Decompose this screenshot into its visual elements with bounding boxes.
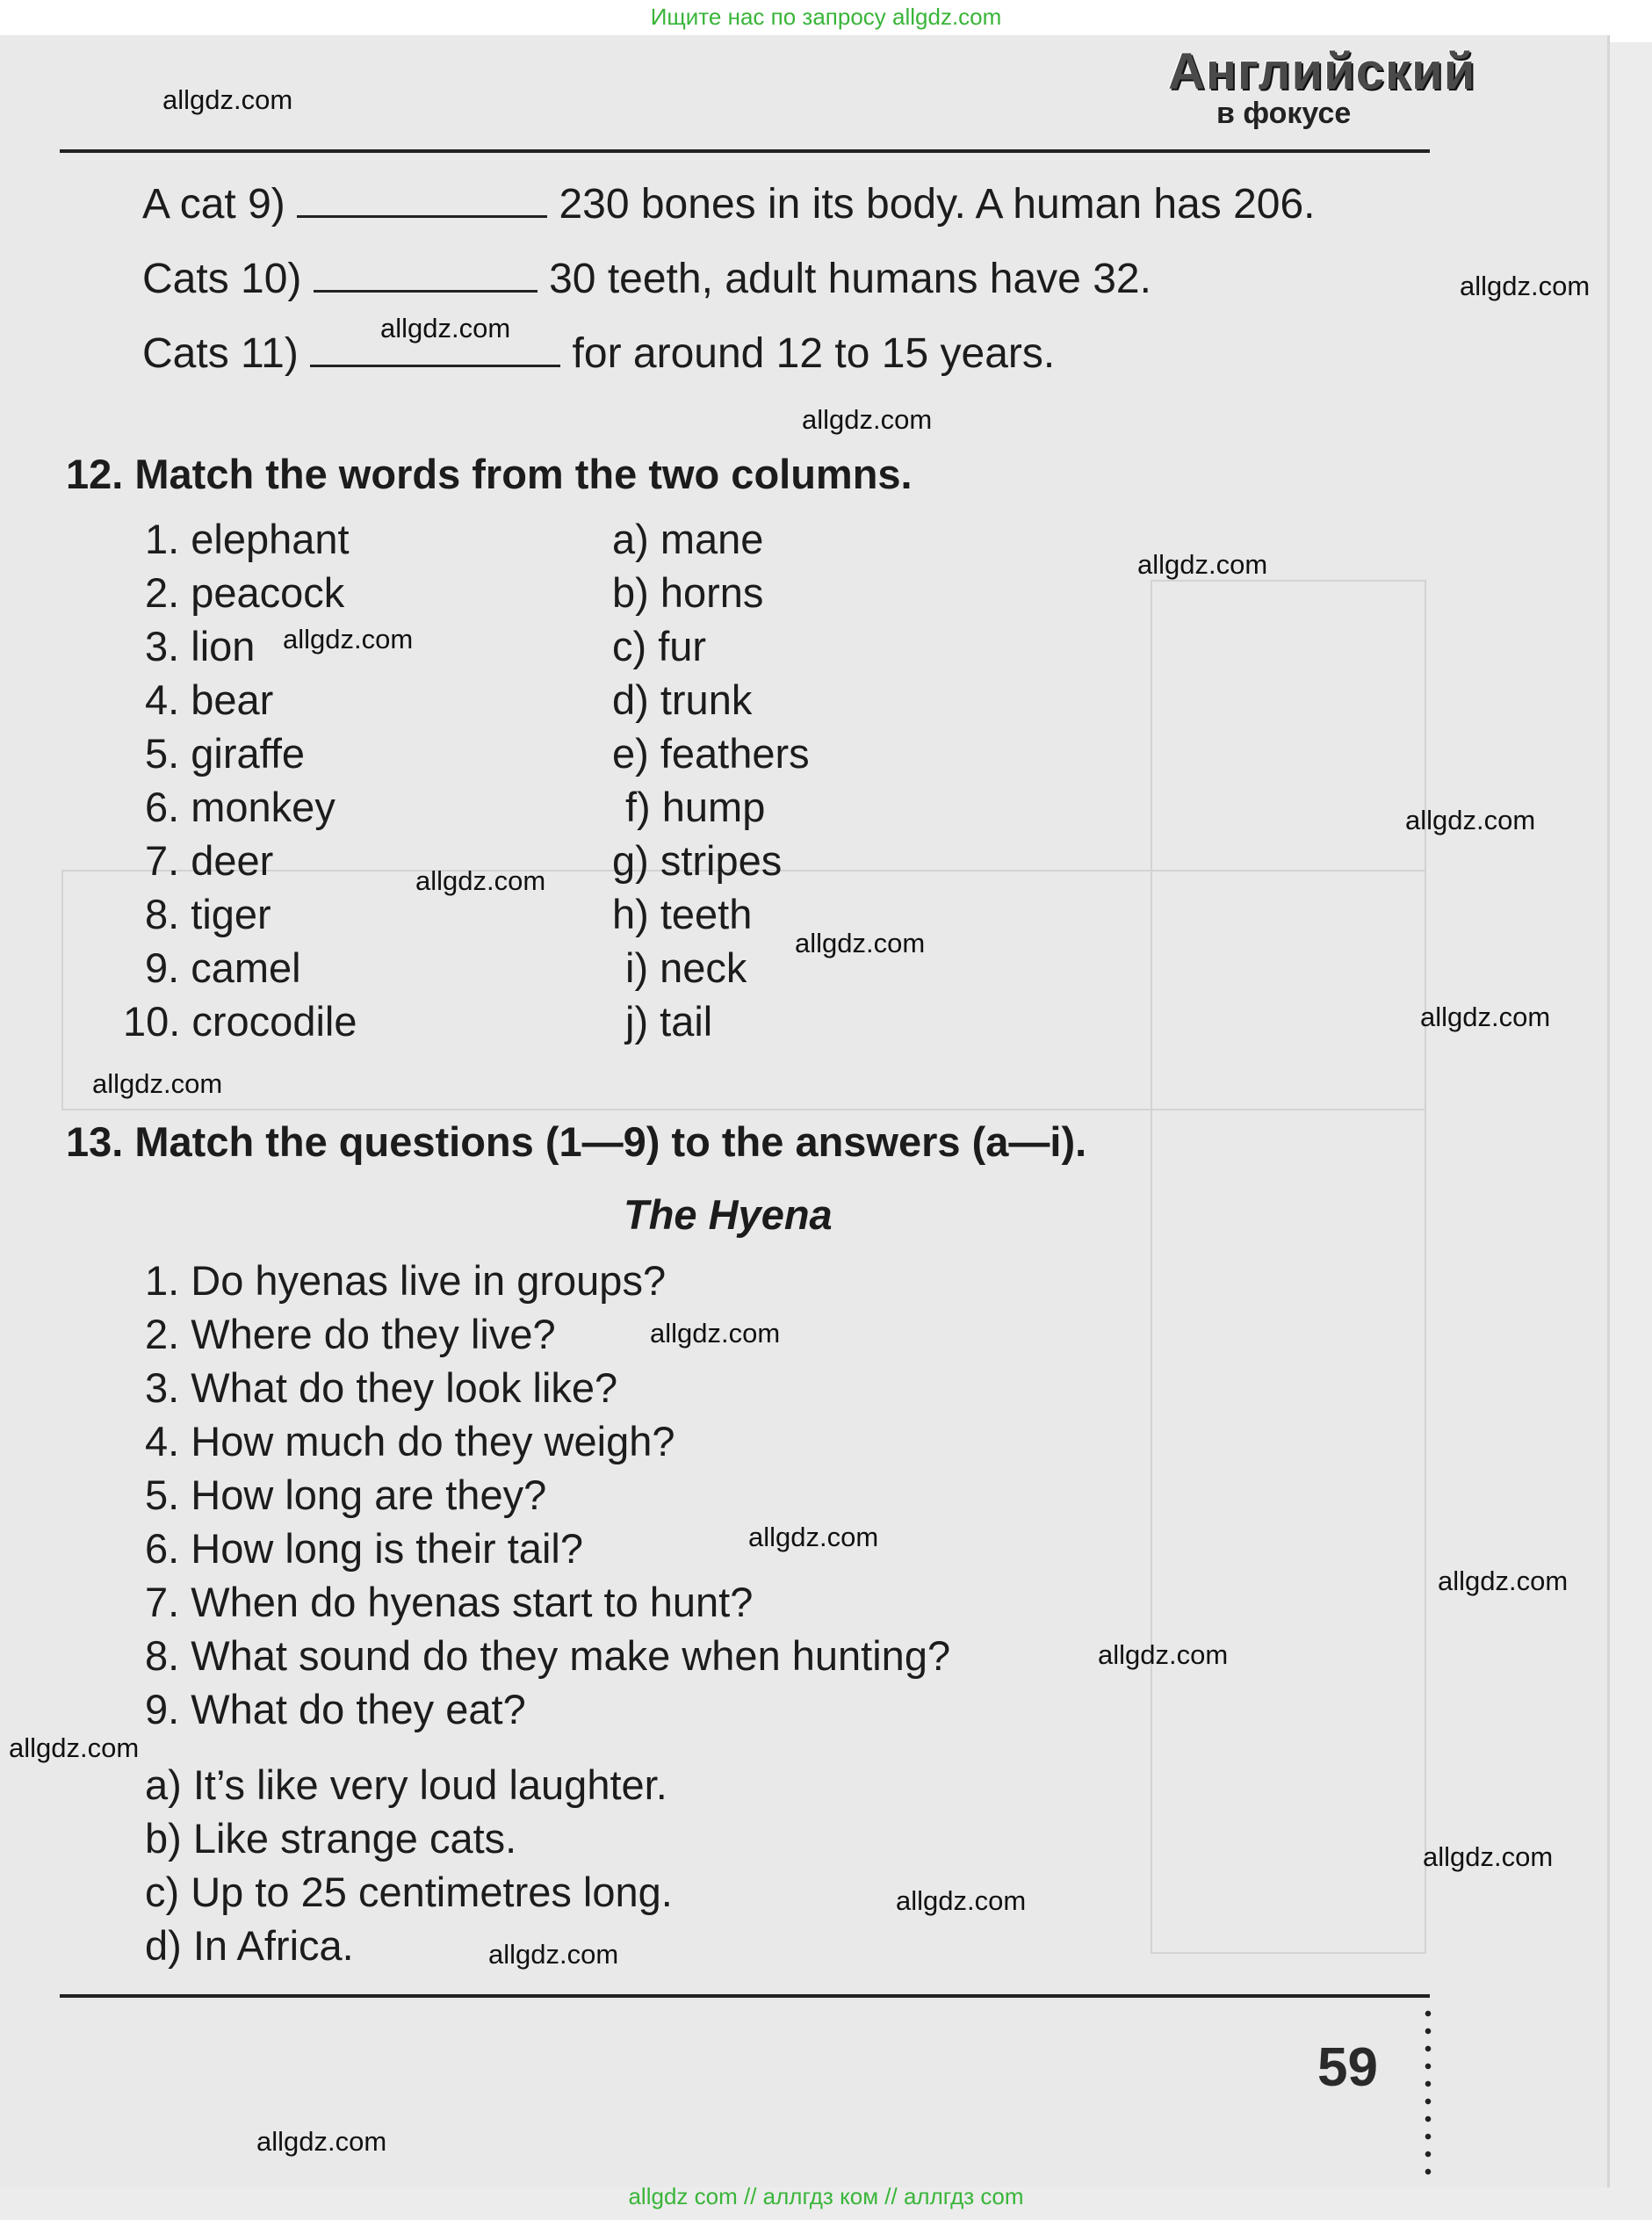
watermark: allgdz.com bbox=[802, 404, 933, 435]
logo-subtitle: в фокусе bbox=[1216, 97, 1352, 130]
task11-line-2 bbox=[142, 255, 1151, 303]
question: 8. What sound do they make when hunting? bbox=[145, 1632, 951, 1679]
line-prefix: A cat 9) bbox=[142, 181, 285, 228]
question: 7. When do hyenas start to hunt? bbox=[145, 1579, 754, 1625]
right-word: i) neck bbox=[625, 944, 747, 991]
watermark: allgdz.com bbox=[380, 313, 511, 343]
question: 3. What do they look like? bbox=[145, 1364, 618, 1411]
question: 4. How much do they weigh? bbox=[145, 1418, 675, 1464]
watermark: allgdz.com bbox=[1405, 805, 1536, 835]
page-number: 59 bbox=[1317, 2037, 1378, 2098]
left-word: 2. peacock bbox=[145, 569, 345, 616]
logo-title: Английский bbox=[1168, 43, 1476, 100]
watermark: allgdz.com bbox=[162, 84, 293, 115]
watermark: allgdz.com bbox=[92, 1068, 223, 1099]
right-word: a) mane bbox=[612, 516, 764, 562]
left-word: 8. tiger bbox=[145, 891, 271, 937]
left-word: 3. lion bbox=[145, 623, 256, 669]
question: 2. Where do they live? bbox=[145, 1311, 556, 1357]
line-suffix: for around 12 to 15 years. bbox=[572, 330, 1056, 377]
answer-blank[interactable] bbox=[310, 329, 560, 367]
right-word: b) horns bbox=[612, 569, 764, 616]
answer: c) Up to 25 centimetres long. bbox=[145, 1869, 673, 1915]
text-title: The Hyena bbox=[624, 1191, 833, 1238]
answer-blank[interactable] bbox=[297, 180, 547, 218]
watermark: allgdz.com bbox=[795, 928, 926, 958]
answer: a) It’s like very loud laughter. bbox=[145, 1761, 667, 1808]
bottom-rule bbox=[60, 1994, 1430, 1998]
right-word: h) teeth bbox=[612, 891, 753, 937]
watermark: allgdz.com bbox=[415, 865, 546, 896]
bottom-banner[interactable]: allgdz com // аллгдз ком // аллгдз com bbox=[628, 2183, 1024, 2209]
watermark: allgdz.com bbox=[256, 2126, 387, 2157]
line-suffix: 230 bones in its body. A human has 206. bbox=[559, 181, 1316, 228]
watermark: allgdz.com bbox=[748, 1522, 879, 1552]
question: 6. How long is their tail? bbox=[145, 1525, 583, 1572]
watermark: allgdz.com bbox=[650, 1318, 781, 1349]
right-word: j) tail bbox=[625, 998, 713, 1045]
answer: b) Like strange cats. bbox=[145, 1815, 517, 1862]
ghost-column bbox=[1151, 580, 1426, 1954]
watermark: allgdz.com bbox=[1098, 1639, 1229, 1670]
top-rule bbox=[60, 149, 1430, 153]
line-prefix: Cats 11) bbox=[142, 330, 299, 377]
question: 9. What do they eat? bbox=[145, 1686, 526, 1732]
watermark: allgdz.com bbox=[1137, 549, 1268, 580]
right-word: f) hump bbox=[625, 784, 766, 830]
watermark: allgdz.com bbox=[1420, 1002, 1551, 1032]
left-word: 4. bear bbox=[145, 676, 274, 723]
right-word: e) feathers bbox=[612, 730, 810, 777]
left-word: 6. monkey bbox=[145, 784, 335, 830]
line-prefix: Cats 10) bbox=[142, 256, 302, 302]
watermark: allgdz.com bbox=[1460, 271, 1591, 301]
task11-line-3 bbox=[142, 329, 1055, 378]
left-word: 9. camel bbox=[145, 944, 301, 991]
watermark: allgdz.com bbox=[896, 1885, 1027, 1916]
watermark: allgdz.com bbox=[1438, 1566, 1569, 1596]
dotted-margin bbox=[1425, 2005, 1432, 2180]
right-word: d) trunk bbox=[612, 676, 753, 723]
line-suffix: 30 teeth, adult humans have 32. bbox=[549, 256, 1151, 302]
right-word: g) stripes bbox=[612, 837, 783, 884]
left-word: 7. deer bbox=[145, 837, 274, 884]
watermark: allgdz.com bbox=[488, 1939, 619, 1970]
watermark: allgdz.com bbox=[1423, 1841, 1554, 1872]
task12-heading: 12. Match the words from the two columns. bbox=[66, 451, 913, 497]
top-banner[interactable]: Ищите нас по запросу allgdz.com bbox=[650, 4, 1002, 30]
task13-heading: 13. Match the questions (1—9) to the answers (a—i). bbox=[66, 1118, 1087, 1165]
right-word: c) fur bbox=[612, 623, 707, 669]
task11-line-1 bbox=[142, 180, 1316, 228]
answer-blank[interactable] bbox=[314, 255, 537, 293]
left-word: 5. giraffe bbox=[145, 730, 306, 777]
question: 5. How long are they? bbox=[145, 1472, 547, 1518]
question: 1. Do hyenas live in groups? bbox=[145, 1257, 667, 1304]
left-word: 10. crocodile bbox=[123, 998, 357, 1045]
watermark: allgdz.com bbox=[283, 624, 414, 654]
watermark: allgdz.com bbox=[9, 1732, 140, 1763]
answer: d) In Africa. bbox=[145, 1922, 354, 1969]
series-logo bbox=[1168, 42, 1476, 139]
left-word: 1. elephant bbox=[145, 516, 350, 562]
